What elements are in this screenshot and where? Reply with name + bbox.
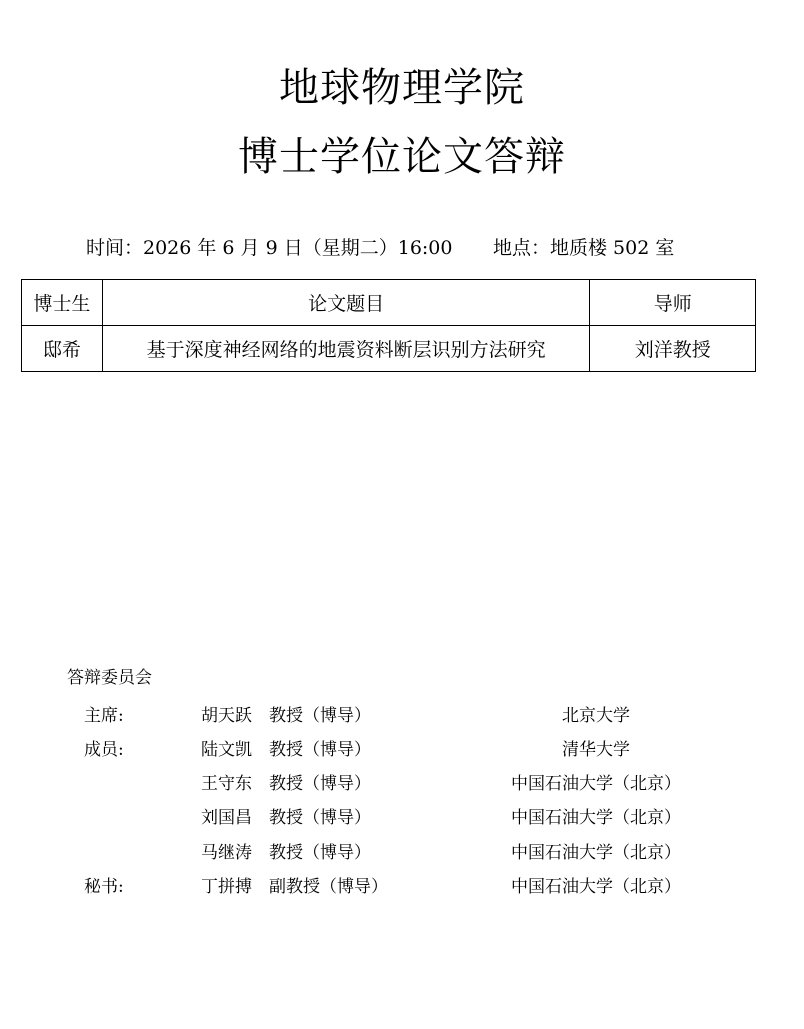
- committee-member-row: [0, 701, 804, 726]
- committee-title: 答辩委员会: [67, 668, 152, 688]
- thesis-table: [21, 279, 756, 372]
- member-role: 秘书:: [84, 877, 124, 897]
- member-name: 丁拼搏 副教授（博导）: [201, 877, 388, 897]
- committee-member-row: [0, 735, 804, 760]
- member-name: 刘国昌 教授（博导）: [201, 808, 371, 828]
- member-role: 成员:: [84, 740, 124, 760]
- member-affiliation: 清华大学: [562, 740, 630, 760]
- table-row: [22, 326, 756, 372]
- school-title: 地球物理学院: [279, 65, 525, 111]
- defense-location: 地点：地质楼 502 室: [493, 237, 675, 259]
- member-name: 胡天跃 教授（博导）: [201, 706, 371, 726]
- committee-member-row: [0, 838, 804, 863]
- member-affiliation: 北京大学: [562, 706, 630, 726]
- header-advisor: 导师: [590, 280, 756, 326]
- member-affiliation: 中国石油大学（北京）: [511, 774, 681, 794]
- event-title: 博士学位论文答辩: [238, 134, 566, 180]
- member-affiliation: 中国石油大学（北京）: [511, 808, 681, 828]
- member-affiliation: 中国石油大学（北京）: [511, 843, 681, 863]
- header-thesis-title: 论文题目: [102, 280, 590, 326]
- committee-member-row: [0, 769, 804, 794]
- committee-member-row: [0, 872, 804, 897]
- committee-member-row: [0, 803, 804, 828]
- member-name: 王守东 教授（博导）: [201, 774, 371, 794]
- defense-time: 时间：2026 年 6 月 9 日（星期二）16:00: [86, 237, 453, 259]
- header-student: 博士生: [22, 280, 103, 326]
- table-header-row: [22, 280, 756, 326]
- member-affiliation: 中国石油大学（北京）: [511, 877, 681, 897]
- cell-advisor: 刘洋教授: [590, 326, 756, 372]
- cell-thesis-title: 基于深度神经网络的地震资料断层识别方法研究: [102, 326, 590, 372]
- member-name: 陆文凯 教授（博导）: [201, 740, 371, 760]
- member-name: 马继涛 教授（博导）: [201, 843, 371, 863]
- member-role: 主席:: [84, 706, 124, 726]
- cell-student: 邸希: [22, 326, 103, 372]
